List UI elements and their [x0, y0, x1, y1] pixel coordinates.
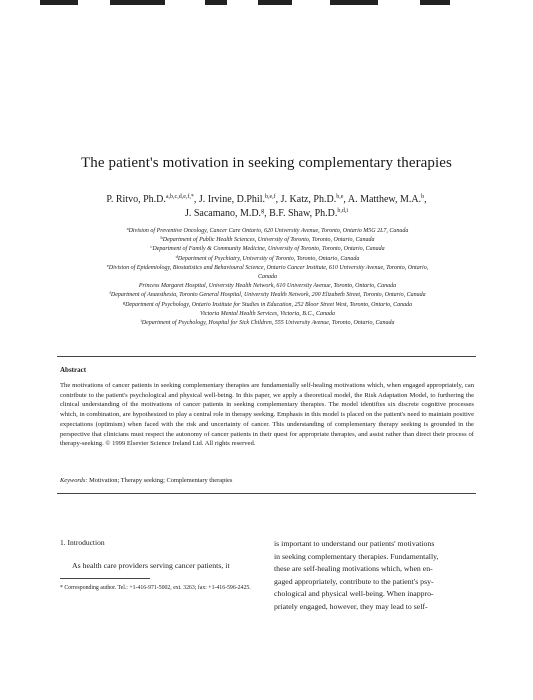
- author-name: P. Ritvo, Ph.D.: [106, 194, 166, 205]
- intro-left-column: [60, 560, 257, 571]
- affiliation-text: Victoria Mental Health Services, Victoria, B.C., Canada: [200, 310, 335, 317]
- cropped-header-strip: [0, 0, 533, 8]
- affiliation-list: [55, 227, 480, 328]
- author-list: [60, 193, 473, 221]
- affiliation-text: Department of Public Health Sciences, University of Toronto, Toronto, Ontario, Canada: [162, 237, 375, 244]
- affiliation-text: Department of Psychology, Ontario Institute for Studies in Education, 252 Bloor Street West, Toronto, Ontario, Canada: [125, 301, 413, 308]
- intro-right-line: in seeking complementary therapies. Fundamentally,: [274, 551, 439, 561]
- affiliation-line: [55, 319, 480, 328]
- affiliation-line: [55, 245, 480, 254]
- affiliation-text: Princess Margaret Hospital, University Health Network, 610 University Avenue, Toronto, Ontario, Canada: [138, 283, 397, 290]
- author-separator: ,: [264, 208, 270, 219]
- keywords-label: Keywords:: [60, 477, 88, 484]
- author-name: A. Matthew, M.A.: [347, 194, 422, 205]
- footnote-rule: [60, 578, 150, 579]
- affiliation-marker: g: [122, 299, 126, 305]
- abstract-text: The motivations of cancer patients in seeking complementary therapies are fundamentally self-healing motivations which, when engaged appropriately, can contribute to the patient's psychological and physical well-being. In this paper, we apply a theoretical model, the Risk Adaptation Model, to furthering the clinical understanding of the motivations of cancer patients in seeking complementary therapies. The model identifies six discrete cognitive processes which, in combination, are hypothesized to play a central role in therapy seeking. Emphasis in this model is placed on the patient's need to maintain positive expectations (optimism) when faced with the risk and uncertainty of cancer. This understanding of complementary therapy seeking is grounded in the perspective that clinicians must respect the autonomy of cancer patients in their quest for appropriate therapies, and assist rather than direct their process of therapy-seeking. © 1999 Elsevier Science Ireland Ltd. All rights reserved.: [60, 382, 474, 448]
- intro-right-line: gaged appropriately, contribute to the patient's psy-: [274, 576, 434, 586]
- intro-right-line: chological and physical well-being. When inappro-: [274, 589, 434, 599]
- keywords-text: Motivation; Therapy seeking; Complementary therapies: [89, 477, 233, 484]
- author-name: J. Irvine, D.Phil.: [198, 194, 265, 205]
- affiliation-marker: a: [126, 226, 129, 231]
- affiliation-line: [55, 264, 480, 273]
- author-name: J. Katz, Ph.D.: [280, 194, 337, 205]
- affiliation-text: Department of Anaesthesia, Toronto General Hospital, University Health Network, 200 Elizabeth Street, Toronto, Ontario, Canada: [110, 292, 426, 299]
- author-affiliation-marker: b,e,f: [264, 194, 276, 200]
- affiliation-marker: i: [140, 318, 142, 324]
- affiliation-line: [55, 291, 480, 300]
- author-name: J. Sacamano, M.D.: [184, 208, 262, 219]
- affiliation-marker: f: [109, 290, 111, 296]
- affiliation-text: Division of Preventive Oncology, Cancer Care Ontario, 620 University Avenue, Toronto, Ontario M5G 2L7, Canada: [128, 228, 409, 234]
- affiliation-line: [55, 236, 480, 245]
- abstract-top-rule: [57, 356, 476, 357]
- author-name: B.F. Shaw, Ph.D.: [269, 208, 338, 219]
- intro-right-line: is important to understand our patients' motivations: [274, 539, 435, 548]
- author-affiliation-marker: b,e: [336, 194, 344, 200]
- keywords-line: [60, 477, 474, 484]
- paper-title: The patient's motivation in seeking complementary therapies: [81, 155, 452, 171]
- intro-right-column: [274, 538, 474, 614]
- affiliation-line: [55, 273, 480, 282]
- section-heading-introduction: 1. Introduction: [60, 538, 105, 547]
- affiliation-text: Division of Epidemiology, Biostatistics and Behavioural Science, Ontario Cancer Institute, 610 University Avenue, Toronto, Ontario,: [108, 264, 429, 271]
- author-affiliation-marker: b,d,i: [337, 208, 349, 214]
- affiliation-line: [55, 301, 480, 310]
- affiliation-line: [55, 282, 480, 291]
- intro-left-text: As health care providers serving cancer patients, it: [72, 561, 230, 570]
- affiliation-marker: d: [175, 253, 178, 259]
- affiliation-text: Department of Family & Community Medicine, University of Toronto, Toronto, Ontario, Canada: [152, 246, 385, 253]
- affiliation-line: [55, 227, 480, 236]
- author-affiliation-marker: g: [261, 208, 265, 214]
- affiliation-text: Department of Psychology, Hospital for Sick Children, 555 University Avenue, Toronto, Ontario, Canada: [141, 320, 395, 327]
- affiliation-text: Canada: [257, 274, 277, 281]
- affiliation-text: Department of Psychiatry, University of Toronto, Toronto, Ontario, Canada: [177, 255, 360, 262]
- affiliation-line: [55, 310, 480, 319]
- abstract-heading: Abstract: [60, 366, 87, 374]
- affiliation-marker: c: [150, 244, 153, 250]
- intro-right-line: these are self-healing motivations which, when en-: [274, 564, 433, 574]
- affiliation-line: [55, 255, 480, 264]
- author-separator: ,: [343, 194, 348, 205]
- abstract-bottom-rule: [57, 493, 476, 494]
- author-separator: ,: [424, 194, 427, 205]
- author-separator: ,: [193, 194, 199, 205]
- corresponding-author-footnote: * Corresponding author. Tel.: +1-416-971-5002, ext. 3263; fax: +1-416-596-2425.: [60, 585, 251, 591]
- author-affiliation-marker: b: [421, 194, 425, 200]
- intro-right-line: priately engaged, however, they may lead to self-: [274, 601, 428, 611]
- affiliation-marker: b: [160, 235, 163, 241]
- affiliation-marker: e: [106, 262, 109, 268]
- author-affiliation-marker: a,b,c,d,e,f,*: [165, 194, 194, 200]
- author-separator: ,: [275, 194, 281, 205]
